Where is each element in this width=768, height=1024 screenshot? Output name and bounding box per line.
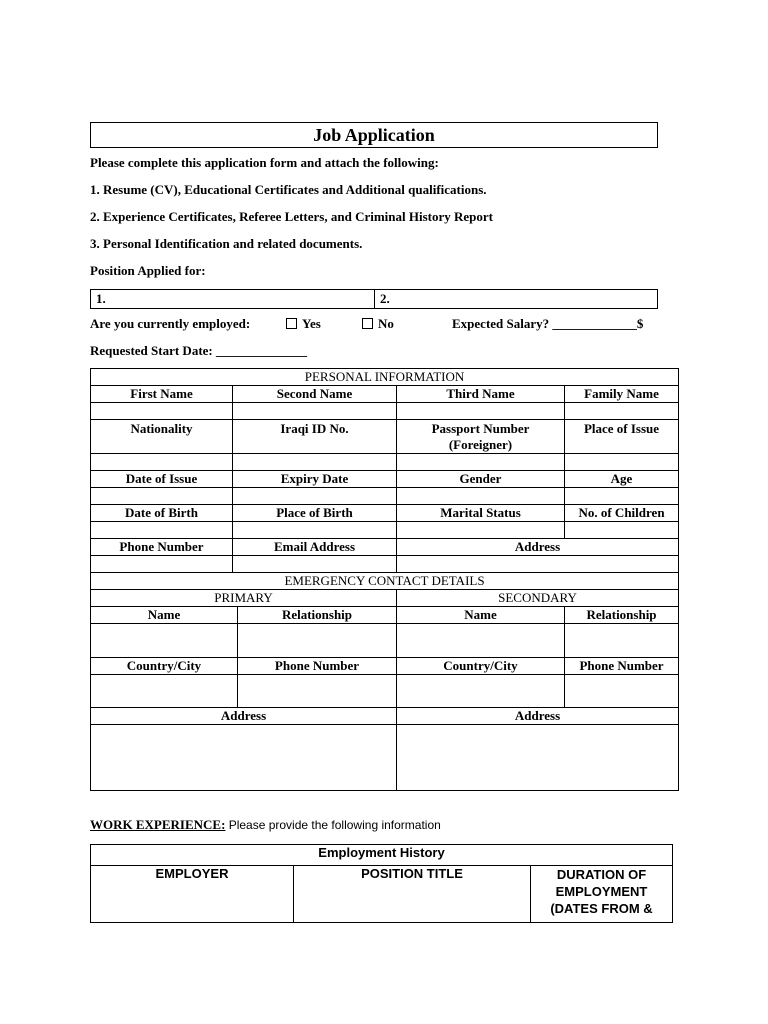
label-first-name: First Name	[91, 386, 233, 403]
passport-number-text: Passport Number	[431, 421, 530, 436]
label-family-name: Family Name	[565, 386, 679, 403]
label-address: Address	[397, 539, 679, 556]
label-secondary-country-city: Country/City	[397, 658, 565, 675]
label-primary-address: Address	[91, 708, 397, 725]
label-passport-number	[397, 420, 565, 454]
checkbox-icon[interactable]	[286, 318, 297, 329]
position-slot-2: 2.	[380, 291, 390, 306]
label-primary-relationship: Relationship	[238, 607, 397, 624]
requested-start-date: Requested Start Date: ______________	[90, 343, 308, 358]
label-second-name: Second Name	[233, 386, 397, 403]
label-secondary-name: Name	[397, 607, 565, 624]
checkbox-icon[interactable]	[362, 318, 373, 329]
input-marital-status[interactable]	[397, 522, 565, 539]
input-third-name[interactable]	[397, 403, 565, 420]
input-phone-number[interactable]	[91, 556, 233, 573]
label-secondary-address: Address	[397, 708, 679, 725]
label-secondary-phone: Phone Number	[565, 658, 679, 675]
employment-history-table	[90, 844, 673, 923]
input-primary-address[interactable]	[91, 725, 397, 791]
input-gender[interactable]	[397, 488, 565, 505]
primary-contact-header: PRIMARY	[91, 590, 397, 607]
work-experience-text: Please provide the following information	[228, 818, 441, 832]
label-marital-status: Marital Status	[397, 505, 565, 522]
input-no-of-children[interactable]	[565, 522, 679, 539]
position-field-2[interactable]	[375, 290, 657, 308]
label-primary-name: Name	[91, 607, 238, 624]
label-date-of-birth: Date of Birth	[91, 505, 233, 522]
input-secondary-name[interactable]	[397, 624, 565, 658]
input-date-of-birth[interactable]	[91, 522, 233, 539]
label-third-name: Third Name	[397, 386, 565, 403]
input-nationality[interactable]	[91, 454, 233, 471]
label-nationality: Nationality	[91, 420, 233, 454]
input-primary-phone[interactable]	[238, 675, 397, 708]
position-field-1[interactable]	[91, 290, 375, 308]
input-secondary-relationship[interactable]	[565, 624, 679, 658]
employed-no-option[interactable]	[362, 316, 394, 332]
label-primary-country-city: Country/City	[91, 658, 238, 675]
input-expiry-date[interactable]	[233, 488, 397, 505]
input-age[interactable]	[565, 488, 679, 505]
label-email-address: Email Address	[233, 539, 397, 556]
label-secondary-relationship: Relationship	[565, 607, 679, 624]
emergency-contact-table	[90, 572, 679, 791]
attachment-1: 1. Resume (CV), Educational Certificates and Additional qualifications.	[90, 182, 487, 197]
input-address[interactable]	[397, 556, 679, 573]
input-email-address[interactable]	[233, 556, 397, 573]
emergency-header: EMERGENCY CONTACT DETAILS	[91, 573, 679, 590]
employed-yes-label: Yes	[302, 316, 321, 331]
page-title: Job Application	[90, 122, 658, 148]
employed-yes-option[interactable]	[286, 316, 321, 332]
passport-foreigner-text: (Foreigner)	[448, 437, 513, 452]
input-date-of-issue[interactable]	[91, 488, 233, 505]
col-employer: EMPLOYER	[91, 866, 294, 923]
label-iraqi-id: Iraqi ID No.	[233, 420, 397, 454]
input-primary-name[interactable]	[91, 624, 238, 658]
input-place-of-issue[interactable]	[565, 454, 679, 471]
secondary-contact-header: SECONDARY	[397, 590, 679, 607]
expected-salary: Expected Salary? _____________$	[452, 316, 644, 331]
col-duration-line-3: (DATES FROM &	[550, 901, 653, 916]
input-passport-number[interactable]	[397, 454, 565, 471]
col-position-title: POSITION TITLE	[294, 866, 531, 923]
label-date-of-issue: Date of Issue	[91, 471, 233, 488]
col-duration	[531, 866, 673, 923]
label-age: Age	[565, 471, 679, 488]
input-first-name[interactable]	[91, 403, 233, 420]
input-place-of-birth[interactable]	[233, 522, 397, 539]
input-secondary-country-city[interactable]	[397, 675, 565, 708]
attachment-2: 2. Experience Certificates, Referee Letters, and Criminal History Report	[90, 209, 493, 224]
input-secondary-phone[interactable]	[565, 675, 679, 708]
work-experience-line	[90, 817, 441, 833]
employed-question: Are you currently employed:	[90, 316, 251, 331]
personal-info-table	[90, 368, 679, 573]
attachment-3: 3. Personal Identification and related documents.	[90, 236, 363, 251]
input-primary-country-city[interactable]	[91, 675, 238, 708]
label-gender: Gender	[397, 471, 565, 488]
input-secondary-address[interactable]	[397, 725, 679, 791]
input-second-name[interactable]	[233, 403, 397, 420]
position-label: Position Applied for:	[90, 263, 206, 278]
employed-no-label: No	[378, 316, 394, 331]
personal-info-header: PERSONAL INFORMATION	[91, 369, 679, 386]
employment-history-title: Employment History	[91, 845, 673, 866]
label-place-of-birth: Place of Birth	[233, 505, 397, 522]
intro-text: Please complete this application form and attach the following:	[90, 155, 439, 170]
label-no-of-children: No. of Children	[565, 505, 679, 522]
label-primary-phone: Phone Number	[238, 658, 397, 675]
input-iraqi-id[interactable]	[233, 454, 397, 471]
input-family-name[interactable]	[565, 403, 679, 420]
label-phone-number: Phone Number	[91, 539, 233, 556]
col-duration-line-2: EMPLOYMENT	[555, 884, 648, 899]
position-fields	[90, 289, 658, 309]
col-duration-line-1: DURATION OF	[556, 867, 647, 882]
position-slot-1: 1.	[96, 291, 106, 306]
label-expiry-date: Expiry Date	[233, 471, 397, 488]
work-experience-label: WORK EXPERIENCE:	[90, 817, 226, 832]
label-place-of-issue: Place of Issue	[565, 420, 679, 454]
input-primary-relationship[interactable]	[238, 624, 397, 658]
